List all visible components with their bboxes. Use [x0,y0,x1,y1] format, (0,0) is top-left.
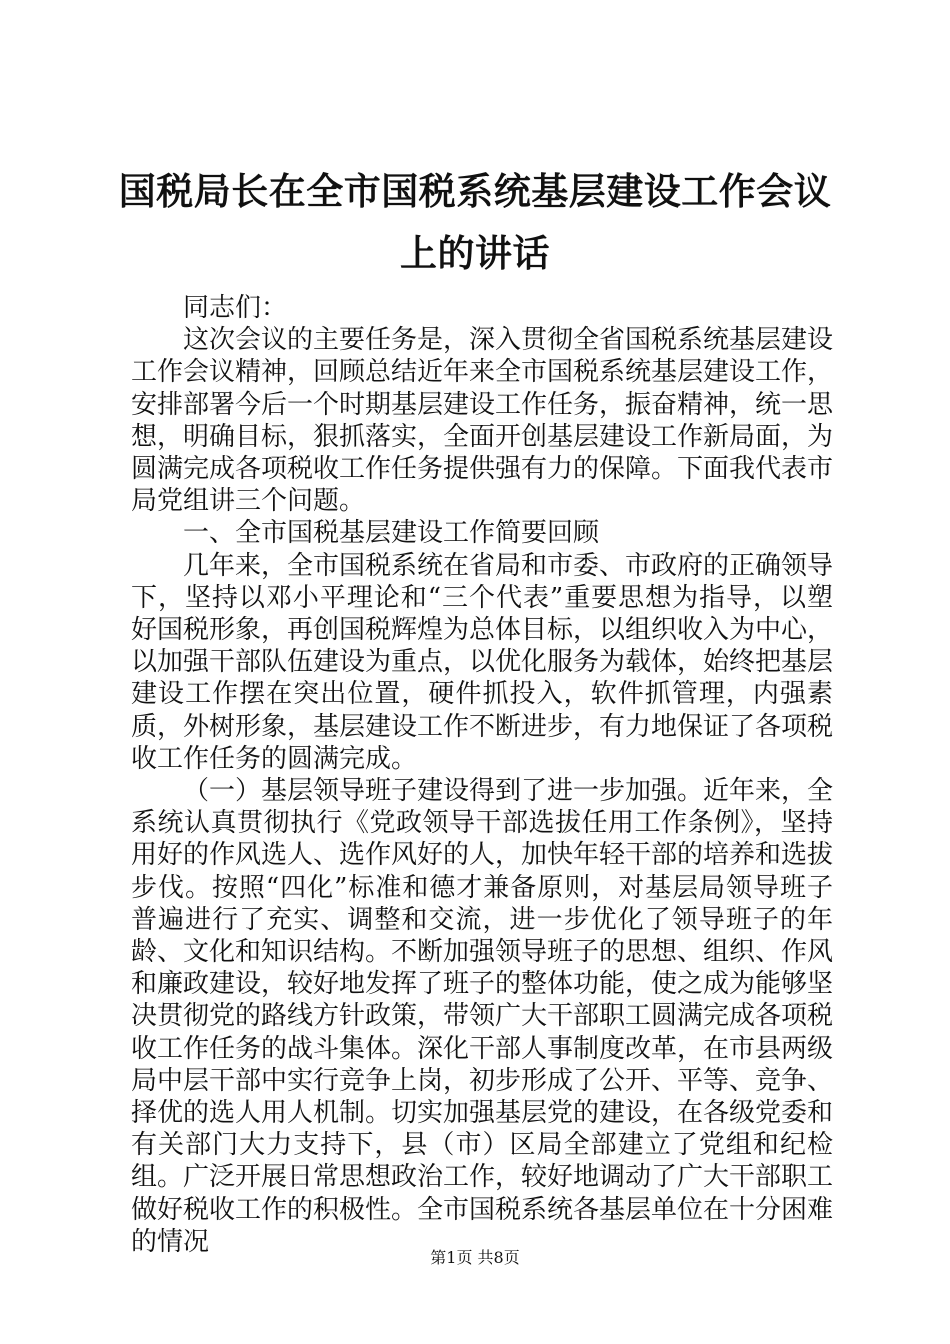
document-title: 国税局长在全市国税系统基层建设工作会议上的讲话 [118,169,832,275]
salutation: 同志们： [183,293,288,323]
paragraph-review: 几年来，全市国税系统在省局和市委、市政府的正确领导下，坚持以邓小平理论和“三个代表”重要思想为指导，以塑好国税形象，再创国税辉煌为总体目标，以组织收入为中心，以加强干部队伍建设为重点，以优化服务为载体，始终把基层建设工作摆在突出位置，硬件抓投入，软件抓管理，内强素质，外树形象，基层建设工作不断进步，有力地保证了各项税收工作任务的圆满完成。 [131,550,834,774]
page-number: 第1页 共8页 [430,1248,520,1267]
document-body [131,292,833,1258]
paragraph-leadership: （一）基层领导班子建设得到了进一步加强。近年来，全系统认真贯彻执行《党政领导干部选拔任用工作条例》，坚持用好的作风选人、选作风好的人，加快年轻干部的培养和选拔步伐。按照“四化”标准和德才兼备原则，对基层局领导班子普遍进行了充实、调整和交流，进一步优化了领导班子的年龄、文化和知识结构。不断加强领导班子的思想、组织、作风和廉政建设，较好地发挥了班子的整体功能，使之成为能够坚决贯彻党的路线方针政策，带领广大干部职工圆满完成各项税收工作任务的战斗集体。深化干部人事制度改革，在市县两级局中层干部中实行竞争上岗，初步形成了公开、平等、竞争、择优的选人用人机制。切实加强基层党的建设，在各级党委和有关部门大力支持下，县（市）区局全部建立了党组和纪检组。广泛开展日常思想政治工作，较好地调动了广大干部职工做好税收工作的积极性。全市国税系统各基层单位在十分困难的情况 [131,776,834,1257]
paragraph-intro: 这次会议的主要任务是，深入贯彻全省国税系统基层建设工作会议精神，回顾总结近年来全市国税系统基层建设工作，安排部署今后一个时期基层建设工作任务，振奋精神，统一思想，明确目标，狠抓落实，全面开创基层建设工作新局面，为圆满完成各项税收工作任务提供强有力的保障。下面我代表市局党组讲三个问题。 [131,325,834,517]
section-heading: 一、全市国税基层建设工作简要回顾 [183,518,600,549]
